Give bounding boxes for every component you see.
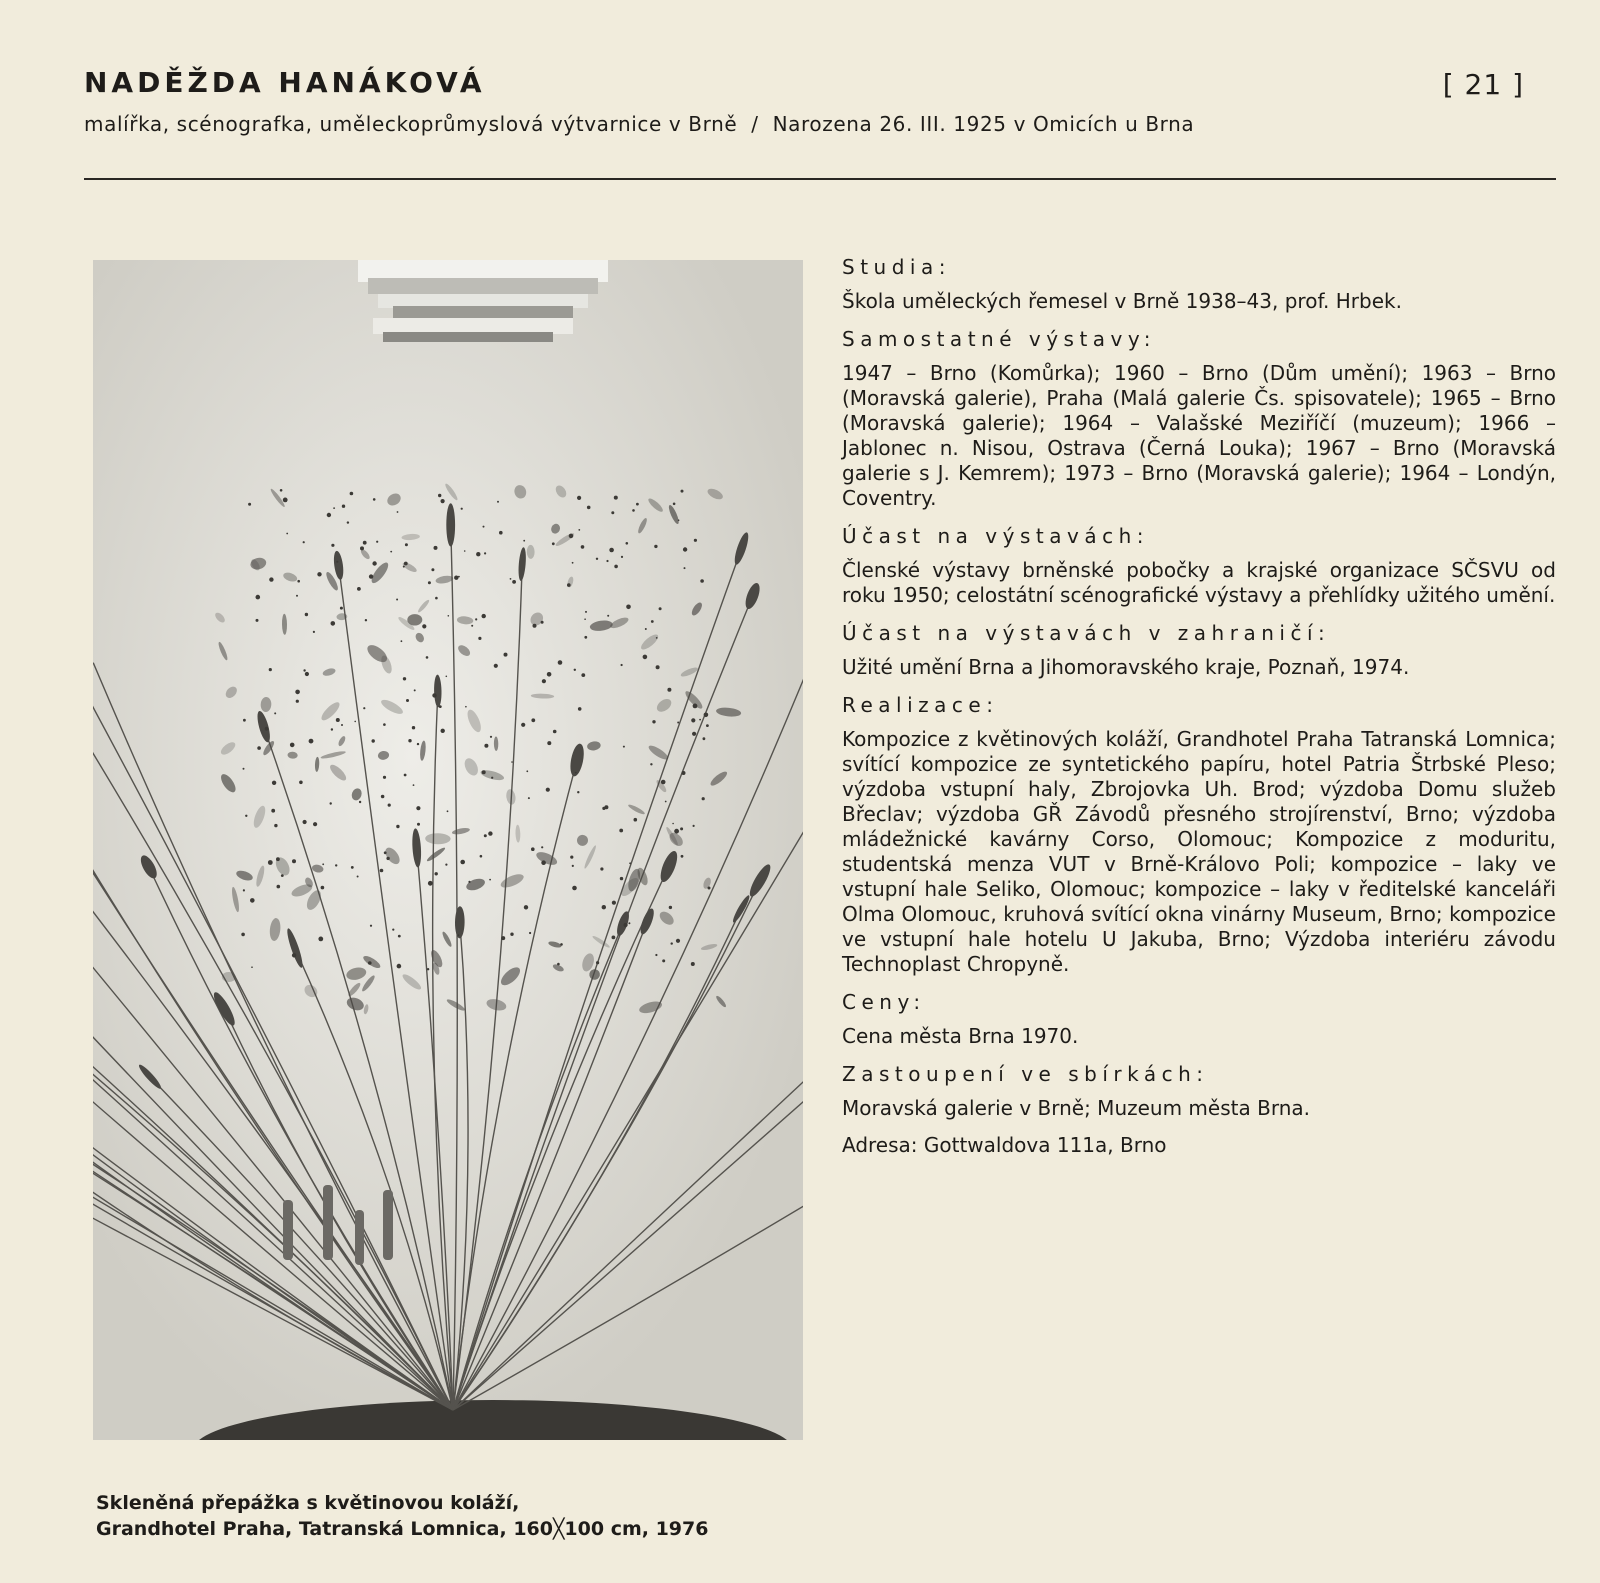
flower-dot xyxy=(272,781,276,785)
section-title: Realizace: xyxy=(842,693,999,717)
flower-dot xyxy=(578,707,582,711)
flower-dot xyxy=(669,906,672,909)
flower-dot xyxy=(471,625,473,627)
flower-dot xyxy=(335,864,337,866)
flower-dot xyxy=(681,490,684,493)
flower-dot xyxy=(619,829,623,833)
section-text: Moravská galerie v Brně; Muzeum města Brna. xyxy=(842,1096,1310,1120)
flower-dot xyxy=(381,795,385,799)
flower-dot xyxy=(476,552,480,556)
flower-dot xyxy=(330,802,332,804)
flower-dot xyxy=(632,509,635,512)
flower-dot xyxy=(269,668,272,671)
flower-dot xyxy=(499,531,503,535)
address-text: Adresa: Gottwaldova 111a, Brno xyxy=(842,1133,1167,1157)
flower-dot xyxy=(274,824,277,827)
flower-dot xyxy=(392,929,394,931)
flower-dot xyxy=(363,541,367,545)
flower-dot xyxy=(529,932,531,934)
flower-dot xyxy=(557,963,560,966)
flower-dot xyxy=(577,791,579,793)
flower-dot xyxy=(501,936,505,940)
flower-dot xyxy=(333,507,335,509)
flower-dot xyxy=(651,620,654,623)
flower-dot xyxy=(541,621,544,624)
flower-dot xyxy=(673,503,676,506)
flower-dot xyxy=(584,636,587,639)
flower-dot xyxy=(370,925,372,927)
flower-dot xyxy=(446,676,448,678)
flower-dot xyxy=(478,637,481,640)
flower-dot xyxy=(435,597,438,600)
flower-dot xyxy=(692,732,696,736)
flower-dot xyxy=(327,513,331,517)
flower-dot xyxy=(243,719,246,722)
flower-dot xyxy=(317,572,321,576)
flower-dot xyxy=(489,879,491,881)
flower-dot xyxy=(702,797,705,800)
flower-dot xyxy=(296,700,299,703)
flower-dot xyxy=(629,862,631,864)
flower-dot xyxy=(572,865,574,867)
flower-dot xyxy=(403,566,405,568)
flower-dot xyxy=(480,855,483,858)
flower-dot xyxy=(585,611,587,613)
flower-dot xyxy=(331,544,334,547)
flower-dot xyxy=(359,801,361,803)
flower-dot xyxy=(581,545,585,549)
flower-dot xyxy=(490,736,492,738)
flower-dot xyxy=(313,822,317,826)
flower-dot xyxy=(397,511,399,513)
header-rule xyxy=(84,178,1556,180)
flower-dot xyxy=(413,784,415,786)
flower-dot xyxy=(445,864,447,866)
flower-dot xyxy=(623,746,625,748)
flower-dot xyxy=(699,719,701,721)
flower-dot xyxy=(303,669,305,671)
flower-dot xyxy=(484,834,487,837)
flower-dot xyxy=(612,901,616,905)
flower-dot xyxy=(434,546,438,550)
flower-dot xyxy=(524,905,528,909)
flower-collage-illustration xyxy=(93,260,803,1440)
flower-dot xyxy=(526,770,528,772)
flower-dot xyxy=(611,511,614,514)
flower-dot xyxy=(704,713,709,718)
flower-dot xyxy=(408,739,411,742)
flower-dot xyxy=(460,860,465,865)
flower-dot xyxy=(569,534,574,539)
flower-dot xyxy=(281,874,284,877)
flower-dot xyxy=(578,529,580,531)
flower-dot xyxy=(570,856,573,859)
section-title: Zastoupení ve sbírkách: xyxy=(842,1062,1209,1086)
flower-dot xyxy=(265,727,269,731)
flower-dot xyxy=(414,689,416,691)
flower-dot xyxy=(475,618,477,620)
flower-dot xyxy=(541,860,546,865)
flower-dot xyxy=(305,672,309,676)
birth-text: Narozena 26. III. 1925 v Omicích u Brna xyxy=(772,112,1195,136)
section-collections xyxy=(842,1061,1556,1121)
flower-dot xyxy=(388,804,391,807)
flower-dot xyxy=(350,492,354,496)
flower-dot xyxy=(572,562,574,564)
flower-dot xyxy=(318,937,323,942)
flower-dot xyxy=(412,726,415,729)
flower-dot xyxy=(614,496,618,500)
flower-dot xyxy=(572,886,577,891)
flower-dot xyxy=(665,801,667,803)
flower-dot xyxy=(552,542,555,545)
flower-dot xyxy=(357,587,361,591)
flower-dot xyxy=(596,558,598,560)
flower-dot xyxy=(403,677,406,680)
flower-dot xyxy=(386,857,389,860)
flower-dot xyxy=(376,541,378,543)
section-text: Užité umění Brna a Jihomoravského kraje, Poznaň, 1974. xyxy=(842,655,1410,679)
flower-dot xyxy=(621,664,623,666)
flower-dot xyxy=(691,718,695,722)
flower-dot xyxy=(703,737,706,740)
flower-dot xyxy=(431,568,434,571)
flower-dot xyxy=(523,540,525,542)
caption-line-2: Grandhotel Praha, Tatranská Lomnica, 160╳100 cm, 1976 xyxy=(96,1518,709,1540)
flower-dot xyxy=(488,831,492,835)
flower-dot xyxy=(448,615,450,617)
flower-dot xyxy=(531,718,535,722)
flower-dot xyxy=(365,619,367,621)
flower-dot xyxy=(396,599,398,601)
flower-dot xyxy=(682,771,686,775)
flower-dot xyxy=(628,922,630,924)
artist-subtitle xyxy=(84,112,1194,136)
biography-content xyxy=(842,254,1556,1158)
flower-dot xyxy=(484,552,486,554)
flower-dot xyxy=(464,550,466,552)
artwork-photo xyxy=(93,260,803,1440)
section-solo-exhibitions xyxy=(842,326,1556,511)
flower-dot xyxy=(465,706,467,708)
flower-dot xyxy=(542,679,546,683)
flower-dot xyxy=(671,942,673,944)
flower-dot xyxy=(427,968,429,970)
flower-dot xyxy=(416,806,420,810)
flower-dot xyxy=(614,565,618,569)
flower-dot xyxy=(624,923,628,927)
section-text: Cena města Brna 1970. xyxy=(842,1024,1079,1048)
flower-dot xyxy=(528,797,530,799)
flower-dot xyxy=(373,498,376,501)
flower-dot xyxy=(397,964,402,969)
grass-seed-head xyxy=(446,503,455,546)
flower-dot xyxy=(269,577,273,581)
flower-dot xyxy=(531,847,535,851)
flower-dot xyxy=(600,867,603,870)
flower-dot xyxy=(626,605,631,610)
flower-dot xyxy=(404,774,407,777)
flower-dot xyxy=(656,665,660,669)
flower-dot xyxy=(458,934,460,936)
flower-dot xyxy=(541,846,543,848)
flower-dot xyxy=(243,768,245,770)
flower-dot xyxy=(700,579,704,583)
flower-dot xyxy=(360,546,364,550)
flower-dot xyxy=(340,607,343,610)
flower-dot xyxy=(575,772,577,774)
flower-dot xyxy=(438,494,441,497)
flower-dot xyxy=(303,820,307,824)
flower-dot xyxy=(372,739,375,742)
flower-dot xyxy=(432,693,436,697)
flower-dot xyxy=(256,595,261,600)
flower-dot xyxy=(577,496,581,500)
flower-dot xyxy=(297,580,300,583)
flower-dot xyxy=(546,788,550,792)
flower-dot xyxy=(398,935,401,938)
flower-dot xyxy=(680,827,683,830)
flower-dot xyxy=(609,548,614,553)
flower-dot xyxy=(636,503,639,506)
section-title: Ceny: xyxy=(842,990,926,1014)
flower-dot xyxy=(510,578,512,580)
flower-dot xyxy=(461,508,463,510)
flower-dot xyxy=(417,743,419,745)
flower-dot xyxy=(363,707,365,709)
flower-dot xyxy=(547,672,552,677)
flower-dot xyxy=(428,881,433,886)
flower-dot xyxy=(390,551,392,553)
flower-dot xyxy=(606,560,608,562)
flower-dot xyxy=(510,933,513,936)
flower-dot xyxy=(596,961,599,964)
flower-dot xyxy=(667,688,671,692)
flower-dot xyxy=(650,763,652,765)
section-text: Členské výstavy brněnské pobočky a krajské organizace SČSVU od roku 1950; celostátní scénografické výstavy a přehlídky užitého umění. xyxy=(842,558,1556,607)
flower-dot xyxy=(708,887,711,890)
flower-dot xyxy=(372,561,376,565)
section-title: Účast na výstavách: xyxy=(842,524,1149,548)
flower-dot xyxy=(602,807,605,810)
flower-dot xyxy=(684,567,686,569)
flower-dot xyxy=(331,621,336,626)
flower-dot xyxy=(383,776,386,779)
flower-dot xyxy=(483,526,485,528)
flower-dot xyxy=(621,556,623,558)
flower-dot xyxy=(484,744,488,748)
flower-dot xyxy=(341,724,343,726)
flower-dot xyxy=(672,823,674,825)
flower-dot xyxy=(251,966,253,968)
flower-dot xyxy=(435,872,438,875)
flower-dot xyxy=(511,761,513,763)
flower-dot xyxy=(351,866,354,869)
section-foreign-exhibitions xyxy=(842,620,1556,680)
flower-dot xyxy=(299,781,303,785)
flower-dot xyxy=(277,885,281,889)
flower-dot xyxy=(241,933,245,937)
flower-dot xyxy=(243,889,245,891)
flower-dot xyxy=(250,898,255,903)
flower-dot xyxy=(602,905,606,909)
section-title: Studia: xyxy=(842,255,951,279)
caption-line-1: Skleněná přepážka s květinovou koláží, xyxy=(96,1492,520,1514)
flower-dot xyxy=(286,533,288,535)
flower-dot xyxy=(678,519,680,521)
flower-dot xyxy=(574,669,576,671)
flower-dot xyxy=(292,859,296,863)
flower-dot xyxy=(417,823,420,826)
flower-dot xyxy=(342,505,345,508)
flower-dot xyxy=(584,618,586,620)
profession-text: malířka, scénografka, uměleckoprůmyslová výtvarnice v Brně xyxy=(84,112,738,136)
flower-dot xyxy=(521,723,525,727)
flower-dot xyxy=(512,580,516,584)
flower-dot xyxy=(494,664,498,668)
section-text: Kompozice z květinových koláží, Grandhotel Praha Tatranská Lomnica; svítící kompozice ze syntetického papíru, hotel Patria Štrbské Pleso; výzdoba vstupní haly, Zbrojovka Uh. Brod; výzdoba Domu služeb Břeclav; výzdoba GŘ Závodů přesného strojírenství, Brno; výzdoba mládežnické kavárny Corso, Olomouc; Kompozice z moduritu, studentská menza VUT v Brně-Královo Poli; kompozice – laky ve vstupní hale Seliko, Olomouc; kompozice – laky v ředitelské kanceláři Olma Olomouc, kruhová svítící okna vinárny Museum, Brno; kompozice ve vstupní hale hotelu U Jakuba, Brno; Výzdoba interiéru závodu Technoplast Chropyně. xyxy=(842,727,1556,976)
section-title: Samostatné výstavy: xyxy=(842,327,1157,351)
flower-dot xyxy=(674,829,679,834)
flower-dot xyxy=(331,728,333,730)
flower-dot xyxy=(662,959,665,962)
flower-dot xyxy=(404,562,408,566)
flower-dot xyxy=(533,624,537,628)
flower-dot xyxy=(248,503,251,506)
flower-dot xyxy=(655,954,657,956)
flower-dot xyxy=(405,543,408,546)
flower-dot xyxy=(626,542,629,545)
flower-dot xyxy=(422,624,426,628)
flower-dot xyxy=(406,699,409,702)
flower-dot xyxy=(504,653,508,657)
flower-dot xyxy=(652,720,655,723)
section-text: 1947 – Brno (Komůrka); 1960 – Brno (Dům umění); 1963 – Brno (Moravská galerie), Praha (Malá galerie Čs. spisovatele); 1965 – Brno (Moravská galerie); 1964 – Valašské Meziříčí (muzeum); 1966 – Jablonec n. Nisou, Ostrava (Černá Louka); 1967 – Brno (Moravská galerie s J. Kemrem); 1973 – Brno (Moravská galerie); 1964 – Londýn, Coventry. xyxy=(842,361,1556,510)
flower-dot xyxy=(677,722,679,724)
section-studia xyxy=(842,254,1556,314)
flower-dot xyxy=(336,561,338,563)
artist-name: NADĚŽDA HANÁKOVÁ xyxy=(84,66,486,99)
subtitle-separator: / xyxy=(751,112,759,136)
flower-dot xyxy=(659,607,662,610)
flower-dot xyxy=(447,810,449,812)
flower-dot xyxy=(558,660,563,665)
flower-dot xyxy=(305,613,308,616)
flower-dot xyxy=(369,574,373,578)
section-awards xyxy=(842,989,1556,1049)
flower-dot xyxy=(256,619,259,622)
flower-dot xyxy=(384,851,387,854)
flower-dot xyxy=(283,498,288,503)
flower-dot xyxy=(428,581,431,584)
flower-dot xyxy=(368,961,372,965)
flower-dot xyxy=(482,770,486,774)
flower-dot xyxy=(280,489,283,492)
flower-dot xyxy=(693,704,698,709)
flower-dot xyxy=(309,739,314,744)
flower-dot xyxy=(292,953,296,957)
section-realizations xyxy=(842,692,1556,977)
flower-dot xyxy=(295,690,300,695)
flower-dot xyxy=(401,640,403,642)
flower-dot xyxy=(439,705,442,708)
flower-dot xyxy=(645,628,647,630)
flower-dot xyxy=(303,541,305,543)
flower-dot xyxy=(567,583,571,587)
flower-dot xyxy=(296,595,298,597)
flower-dot xyxy=(396,825,399,828)
flower-dot xyxy=(354,721,356,723)
flower-dot xyxy=(694,539,697,542)
flower-dot xyxy=(482,614,486,618)
flower-dot xyxy=(706,724,709,727)
flower-dot xyxy=(560,943,563,946)
flower-dot xyxy=(441,729,445,733)
flower-dot xyxy=(276,857,280,861)
flower-dot xyxy=(271,809,275,813)
flower-dot xyxy=(620,877,623,880)
flower-dot xyxy=(321,886,325,890)
flower-dot xyxy=(691,962,695,966)
flower-dot xyxy=(553,730,557,734)
flower-dot xyxy=(547,741,551,745)
section-title: Účast na výstavách v zahraničí: xyxy=(842,621,1331,645)
flower-dot xyxy=(268,860,273,865)
flower-dot xyxy=(581,673,585,677)
flower-dot xyxy=(441,499,445,503)
flower-dot xyxy=(426,656,429,659)
flower-dot xyxy=(357,876,359,878)
flower-dot xyxy=(245,815,247,817)
flower-dot xyxy=(313,631,315,633)
flower-dot xyxy=(336,718,340,722)
flower-dot xyxy=(383,723,386,726)
flower-dot xyxy=(322,863,324,865)
flower-dot xyxy=(656,637,658,639)
section-text: Škola uměleckých řemesel v Brně 1938–43, prof. Hrbek. xyxy=(842,289,1402,313)
flower-dot xyxy=(290,743,295,748)
flower-dot xyxy=(634,818,638,822)
section-group-exhibitions xyxy=(842,523,1556,608)
flower-dot xyxy=(454,576,458,580)
flower-dot xyxy=(607,615,609,617)
flower-dot xyxy=(274,712,276,714)
flower-dot xyxy=(380,869,384,873)
flower-dot xyxy=(347,521,349,523)
flower-dot xyxy=(683,547,687,551)
flower-dot xyxy=(497,501,499,503)
flower-dot xyxy=(643,655,648,660)
flower-dot xyxy=(681,855,684,858)
flower-dot xyxy=(587,506,591,510)
page-number: [ 21 ] xyxy=(1442,68,1524,101)
flower-dot xyxy=(676,939,680,943)
artwork-caption xyxy=(96,1490,708,1542)
flower-dot xyxy=(693,825,695,827)
flower-dot xyxy=(468,881,470,883)
flower-dot xyxy=(661,780,666,785)
flower-dot xyxy=(654,545,657,548)
flower-dot xyxy=(612,936,616,940)
flower-dot xyxy=(257,746,261,750)
flower-dot xyxy=(491,777,493,779)
